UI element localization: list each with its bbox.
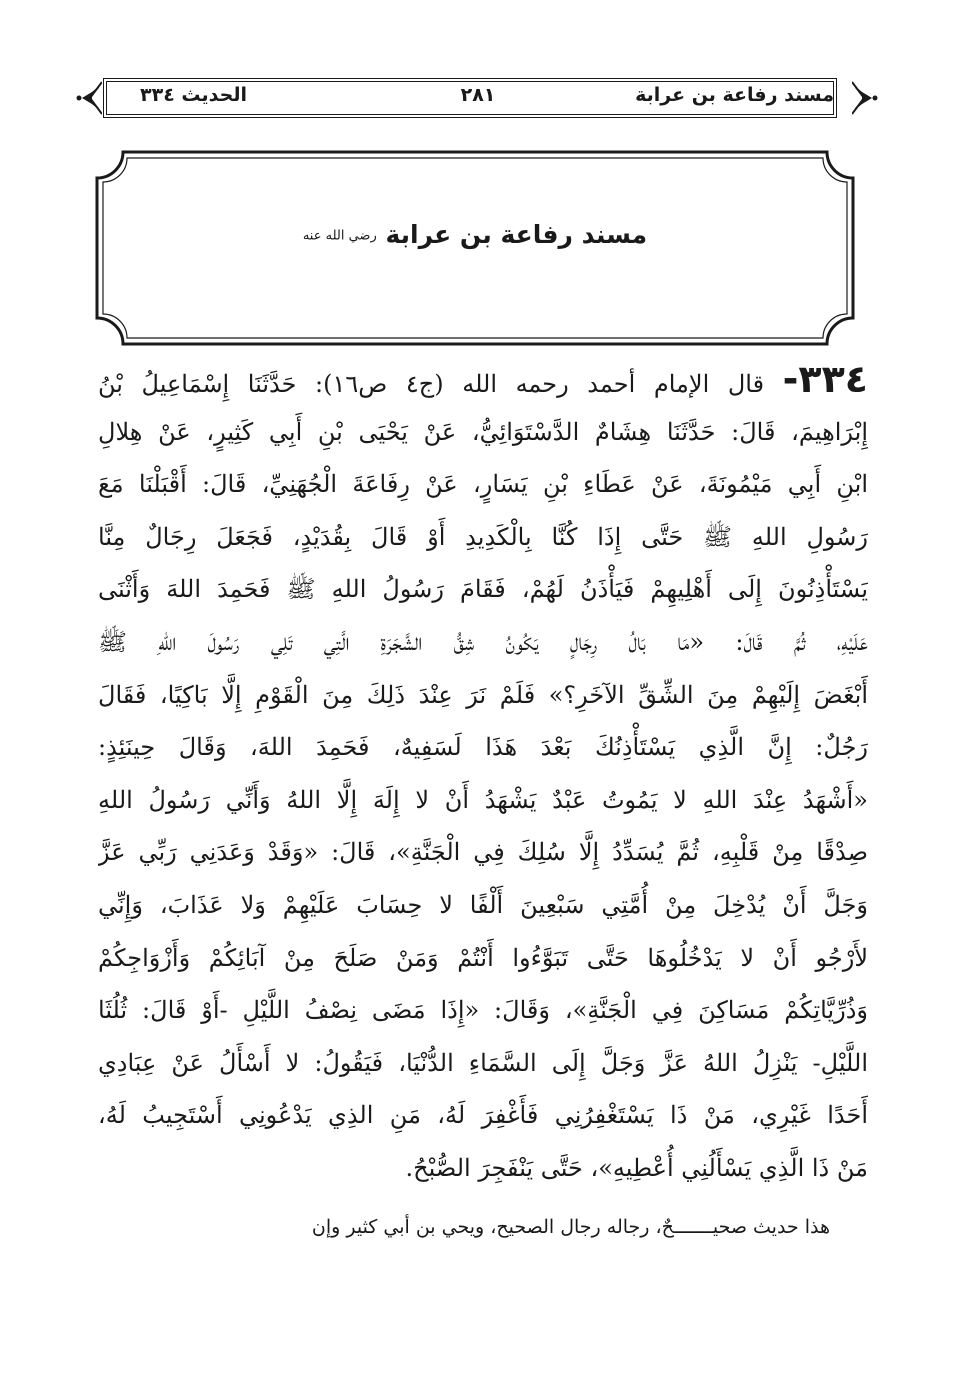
body-line: عَلَيْهِ، ثُمَّ قَالَ: «مَا بَالُ رِجَالٍ يَكُونُ شِقُّ الشَّجَرَةِ الَّتِي تَلِي رَسُولَ اللهِ ﷺ — [98, 627, 868, 656]
honorific-text: رضي الله عنه — [302, 228, 377, 244]
body-line: وَذُرِّيَّاتِكُمْ مَسَاكِنَ فِي الْجَنَّةِ»، وَقَالَ: «إِذَا مَضَى نِصْفُ اللَّيْلِ -أَوْ قَالَ: ثُلُثَا — [98, 996, 868, 1025]
page-number: ٢٨١ — [460, 84, 496, 106]
section-title-text: مسند رفاعة بن عرابة — [385, 220, 648, 249]
body-line: أَحَدًا غَيْرِي، مَنْ ذَا يَسْتَغْفِرُنِي فَأَغْفِرَ لَهُ، مَنِ الذِي يَدْعُونِي أَسْتَجِيبُ لَهُ، — [98, 1101, 868, 1130]
hadith-number: ٣٣٤- — [782, 357, 868, 401]
commentary-text: هذا حديث صحيـــــــحٌ، رجاله رجال الصحيح، ويحي بن أبي كثير وإن — [311, 1216, 830, 1238]
body-line: «أَشْهَدُ عِنْدَ اللهِ لا يَمُوتُ عَبْدٌ يَشْهَدُ أَنْ لا إِلَهَ إِلَّا اللهُ وَأَنِّي رَسُولُ اللهِ — [98, 785, 868, 814]
body-line: ابْنِ أَبِي مَيْمُونَةَ، عَنْ عَطَاءِ بْنِ يَسَارٍ، عَنْ رِفَاعَةَ الْجُهَنِيِّ، قَالَ: أَقْبَلْنَا مَعَ — [98, 470, 868, 499]
running-header-chapter: مسند رفاعة بن عرابة — [635, 84, 834, 106]
body-line: وَجَلَّ أَنْ يُدْخِلَ مِنْ أُمَّتِي سَبْعِينَ أَلْفًا لا حِسَابَ عَلَيْهِمْ وَلا عَذَابَ، وَإِنِّي — [98, 890, 868, 919]
body-line: يَسْتَأْذِنُونَ إِلَى أَهْلِيهِمْ فَيَأْذَنُ لَهُمْ، فَقَامَ رَسُولُ اللهِ ﷺ فَحَمِدَ اللهَ وَأَثْنَى — [98, 575, 868, 604]
body-line: لأَرْجُو أَنْ لا يَدْخُلُوهَا حَتَّى تَبَوَّءُوا أَنْتُمْ وَمَنْ صَلَحَ مِنْ آبَائِكُمْ وَأَزْوَاجِكُمْ — [98, 943, 868, 972]
body-line: إِبْرَاهِيمَ، قَالَ: حَدَّثَنَا هِشَامٌ الدَّسْتَوَائِيُّ، عَنْ يَحْيَى بْنِ أَبِي كَثِيرٍ، عَنْ هِلالِ — [98, 417, 868, 446]
body-line: مَنْ ذَا الَّذِي يَسْأَلُنِي أُعْطِيهِ»، حَتَّى يَنْفَجِرَ الصُّبْحُ. — [405, 1153, 868, 1182]
body-line: اللَّيْلِ- يَنْزِلُ اللهُ عَزَّ وَجَلَّ إِلَى السَّمَاءِ الدُّنْيَا، فَيَقُولُ: لا أَسْأَلُ عَنْ عِبَادِي — [98, 1048, 868, 1077]
section-title — [93, 220, 857, 249]
body-line-1: ٣٣٤- قال الإمام أحمد رحمه الله (ج٤ ص١٦): حَدَّثَنَا إِسْمَاعِيلُ بْنُ — [98, 357, 868, 401]
running-header-hadith: الحديث ٣٣٤ — [140, 84, 247, 106]
body-line: رَسُولِ اللهِ ﷺ حَتَّى إِذَا كُنَّا بِالْكَدِيدِ أَوْ قَالَ بِقُدَيْدٍ، فَجَعَلَ رِجَالٌ مِنَّا — [98, 522, 868, 551]
body-line: رَجُلٌ: إِنَّ الَّذِي يَسْتَأْذِنُكَ بَعْدَ هَذَا لَسَفِيهٌ، فَحَمِدَ اللهَ، وَقَالَ حِينَئِذٍ: — [98, 733, 868, 762]
body-line: أَبْغَضَ إِلَيْهِمْ مِنَ الشِّقِّ الآخَرِ؟» فَلَمْ نَرَ عِنْدَ ذَلِكَ مِنَ الْقَوْمِ إِلَّا بَاكِيًا، فَقَالَ — [98, 680, 868, 709]
body-line: صِدْقًا مِنْ قَلْبِهِ، ثُمَّ يُسَدِّدُ إِلَّا سُلِكَ فِي الْجَنَّةِ»، قَالَ: «وَقَدْ وَعَدَنِي رَبِّي عَزَّ — [98, 838, 868, 867]
hadith-body — [98, 353, 868, 1195]
